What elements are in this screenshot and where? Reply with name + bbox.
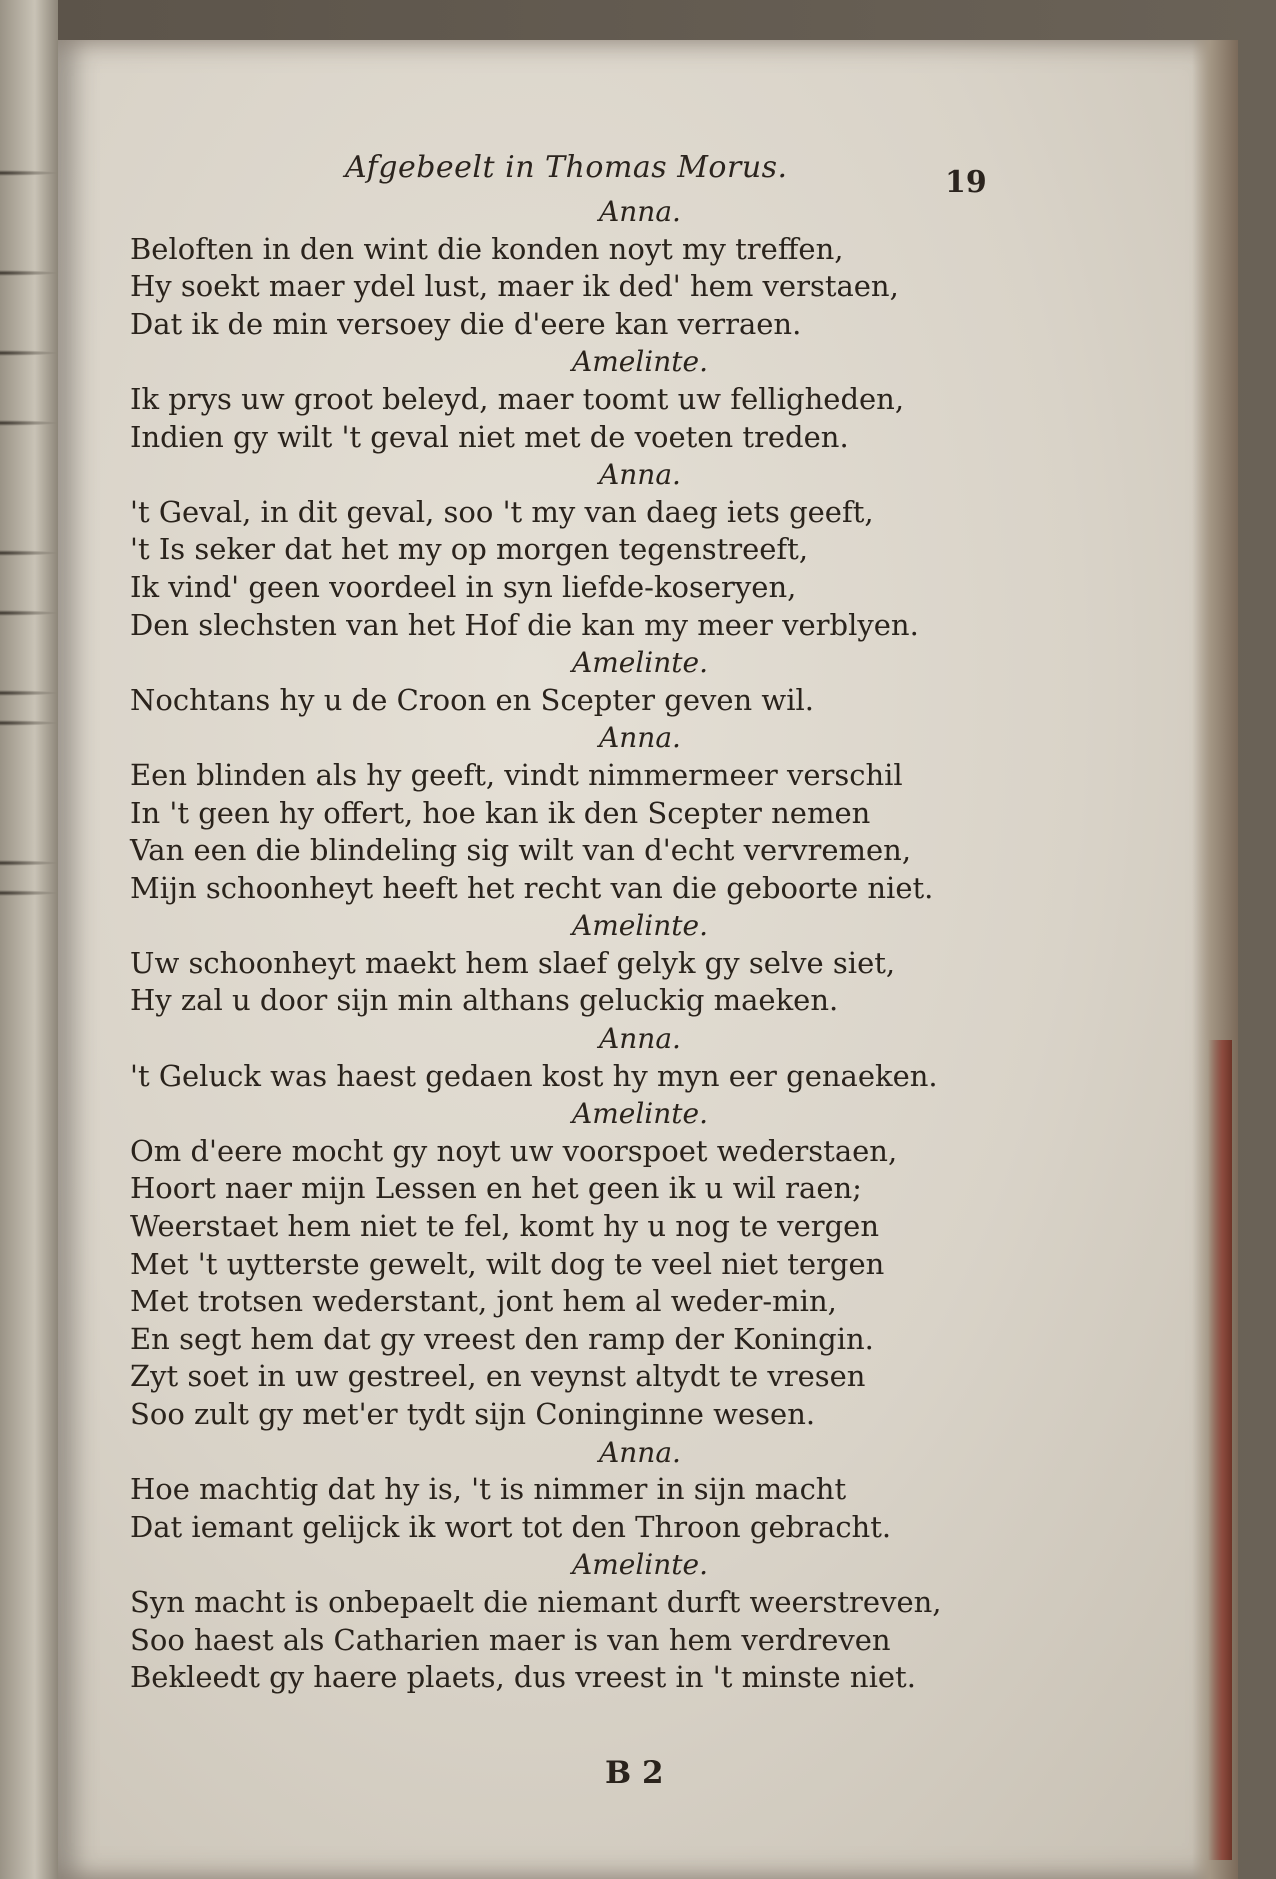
facing-page-text-mark: [0, 610, 58, 616]
speaker-name: Anna.: [599, 721, 681, 755]
speaker-name: Anna.: [599, 195, 681, 228]
speaker-name: Anna.: [599, 458, 681, 492]
facing-page-text-mark: [0, 350, 58, 356]
verse-line: Bekleedt gy haere plaets, dus vreest in 't minste niet.: [130, 1660, 916, 1695]
facing-page-edge: [0, 0, 58, 1879]
speaker-name: Amelinte.: [571, 1097, 708, 1131]
facing-page-text-mark: [0, 690, 58, 696]
signature-mark: B 2: [605, 1755, 664, 1791]
verse-line: Van een die blindeling sig wilt van d'echt vervremen,: [130, 833, 912, 868]
verse-line: Uw schoonheyt maekt hem slaef gelyk gy selve siet,: [130, 945, 896, 980]
verse-line: 't Geval, in dit geval, soo 't my van daeg iets geeft,: [130, 494, 874, 529]
red-edge-stain: [1208, 1040, 1232, 1860]
poem-text: [130, 193, 1010, 1697]
facing-page-text-mark: [0, 420, 58, 426]
verse-line: Beloften in den wint die konden noyt my treffen,: [130, 231, 844, 266]
facing-page-text-mark: [0, 270, 58, 276]
verse-line: Dat ik de min versoey die d'eere kan verraen.: [130, 306, 802, 341]
verse-line: Soo haest als Catharien maer is van hem verdreven: [130, 1622, 891, 1657]
speaker-name: Amelinte.: [571, 1548, 708, 1582]
facing-page-text-mark: [0, 170, 58, 176]
speaker-name: Anna.: [599, 1022, 681, 1056]
verse-line: Syn macht is onbepaelt die niemant durft weerstreven,: [130, 1584, 942, 1619]
verse-line: Dat iemant gelijck ik wort tot den Throon gebracht.: [130, 1509, 892, 1544]
speaker-name: Amelinte.: [571, 646, 708, 680]
verse-line: En segt hem dat gy vreest den ramp der Koningin.: [130, 1321, 874, 1356]
speaker-name: Amelinte.: [571, 909, 708, 943]
verse-line: Hoort naer mijn Lessen en het geen ik u wil raen;: [130, 1171, 862, 1206]
running-head: Afgebeelt in Thomas Morus.: [345, 150, 788, 185]
verse-line: Indien gy wilt 't geval niet met de voeten treden.: [130, 419, 849, 454]
verse-line: Weerstaet hem niet te fel, komt hy u nog te vergen: [130, 1209, 880, 1244]
verse-line: Hy zal u door sijn min althans geluckig maeken.: [130, 983, 839, 1018]
facing-page-text-mark: [0, 890, 58, 896]
verse-line: 't Is seker dat het my op morgen tegenstreeft,: [130, 532, 809, 567]
verse-line: Een blinden als hy geeft, vindt nimmermeer verschil: [130, 757, 903, 792]
facing-page-text-mark: [0, 550, 58, 556]
verse-line: Ik vind' geen voordeel in syn liefde-koseryen,: [130, 569, 797, 604]
verse-line: Den slechsten van het Hof die kan my meer verblyen.: [130, 607, 919, 642]
page-number: 19: [945, 165, 987, 200]
verse-line: Hoe machtig dat hy is, 't is nimmer in sijn macht: [130, 1472, 847, 1507]
speaker-name: Amelinte.: [571, 345, 708, 379]
speaker-name: Anna.: [599, 1435, 681, 1469]
verse-line: Zyt soet in uw gestreel, en veynst altydt te vresen: [130, 1359, 866, 1394]
verse-line: Soo zult gy met'er tydt sijn Coninginne wesen.: [130, 1397, 816, 1431]
verse-line: Mijn schoonheyt heeft het recht van die geboorte niet.: [130, 870, 934, 905]
verse-line: Om d'eere mocht gy noyt uw voorspoet wederstaen,: [130, 1133, 898, 1168]
verse-line: Met trotsen wederstant, jont hem al weder-min,: [130, 1284, 837, 1319]
verse-line: Ik prys uw groot beleyd, maer toomt uw felligheden,: [130, 381, 905, 416]
verse-line: In 't geen hy offert, hoe kan ik den Scepter nemen: [130, 795, 871, 830]
facing-page-text-mark: [0, 860, 58, 866]
facing-page-text-mark: [0, 720, 58, 726]
verse-line: Hy soekt maer ydel lust, maer ik ded' hem verstaen,: [130, 269, 899, 304]
verse-line: Nochtans hy u de Croon en Scepter geven wil.: [130, 682, 815, 717]
verse-line: 't Geluck was haest gedaen kost hy myn eer genaeken.: [130, 1058, 938, 1093]
verse-line: Met 't uytterste gewelt, wilt dog te veel niet tergen: [130, 1246, 885, 1281]
